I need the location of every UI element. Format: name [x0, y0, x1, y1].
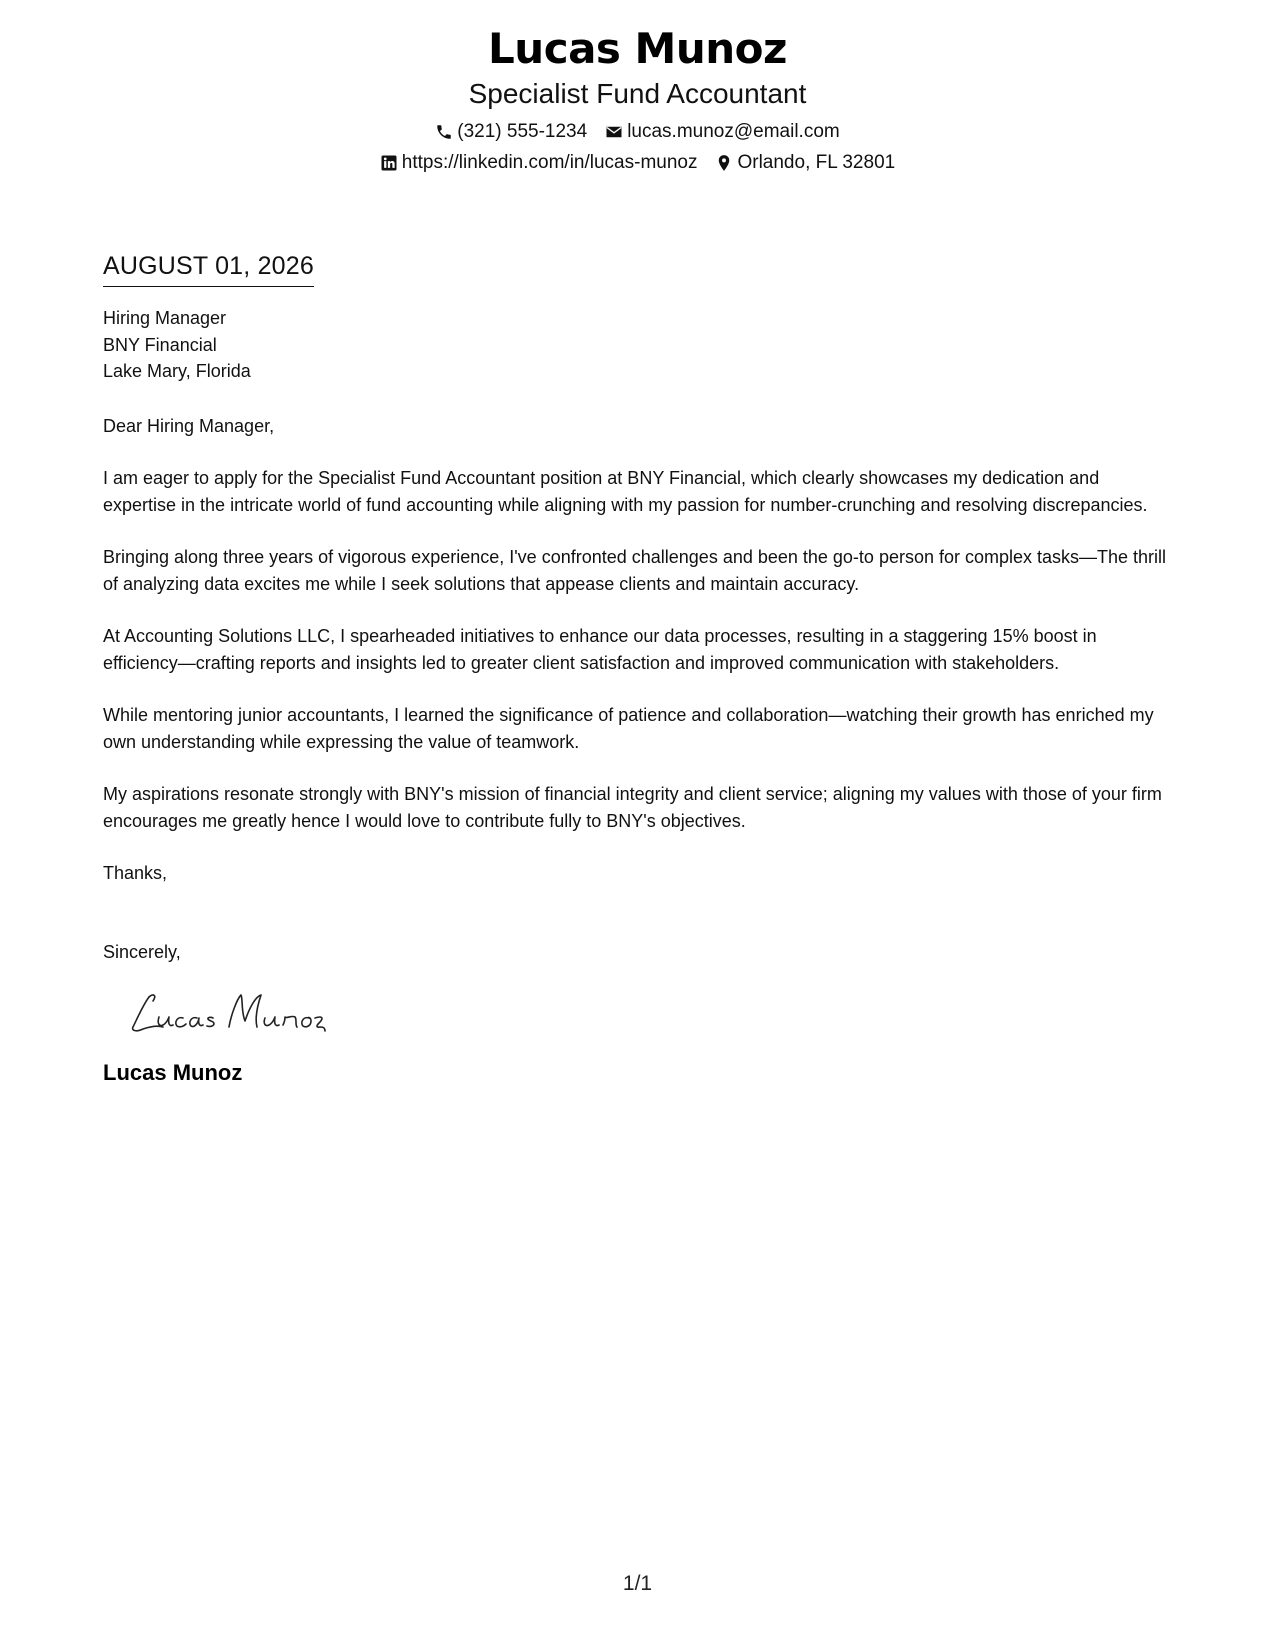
contact-row-primary	[0, 120, 1275, 144]
body-paragraph: I am eager to apply for the Specialist Fund Accountant position at BNY Financial, which clearly showcases my dedication and expertise in the intricate world of fund accounting while aligning with my passion for number-crunching and resolving discrepancies.	[103, 468, 1148, 515]
recipient-line: Hiring Manager	[103, 308, 227, 328]
contact-row-secondary	[0, 151, 1275, 175]
signer-name: Lucas Munoz	[103, 1060, 243, 1085]
handwritten-signature	[127, 987, 347, 1039]
linkedin-icon	[380, 154, 398, 172]
linkedin-url[interactable]: https://linkedin.com/in/lucas-munoz	[401, 152, 698, 173]
body-paragraph: While mentoring junior accountants, I learned the significance of patience and collaboration—watching their growth has enriched my own understanding while expressing the value of teamwork.	[103, 705, 1154, 752]
email-address[interactable]: lucas.munoz@email.com	[627, 121, 840, 142]
map-pin-icon	[715, 154, 733, 172]
body-paragraph: My aspirations resonate strongly with BNY's mission of financial integrity and client service; aligning my values with those of your firm encourages me greatly hence I would love to contribute fully to BNY's objectives.	[103, 784, 1162, 831]
applicant-title: Specialist Fund Accountant	[468, 78, 807, 109]
recipient-line: BNY Financial	[103, 334, 217, 355]
envelope-icon	[605, 123, 623, 141]
recipient-line: Lake Mary, Florida	[103, 361, 251, 381]
recipient-block	[103, 305, 1175, 385]
letter-header	[0, 22, 1275, 175]
phone-number: (321) 555-1234	[457, 121, 588, 142]
location-text: Orlando, FL 32801	[737, 152, 896, 173]
salutation: Dear Hiring Manager,	[103, 415, 275, 436]
phone-icon	[435, 123, 453, 141]
contact-linkedin[interactable]	[380, 151, 698, 175]
body-paragraph: At Accounting Solutions LLC, I spearheaded initiatives to enhance our data processes, resulting in a staggering 15% boost in efficiency—crafting reports and insights led to greater client satisfaction and improved communication with stakeholders.	[103, 626, 1097, 673]
letter-date: AUGUST 01, 2026	[103, 250, 314, 287]
letter-body	[103, 250, 1175, 1087]
closing-signoff: Sincerely,	[103, 941, 181, 962]
contact-phone	[435, 120, 587, 144]
page-number: 1/1	[622, 1572, 653, 1595]
applicant-name: Lucas Munoz	[488, 24, 787, 73]
closing-thanks: Thanks,	[103, 863, 168, 883]
contact-location	[715, 151, 895, 175]
contact-email[interactable]	[605, 120, 840, 144]
body-paragraph: Bringing along three years of vigorous experience, I've confronted challenges and been the go-to person for complex tasks—The thrill of analyzing data excites me while I seek solutions that appease clients and maintain accuracy.	[103, 547, 1167, 594]
